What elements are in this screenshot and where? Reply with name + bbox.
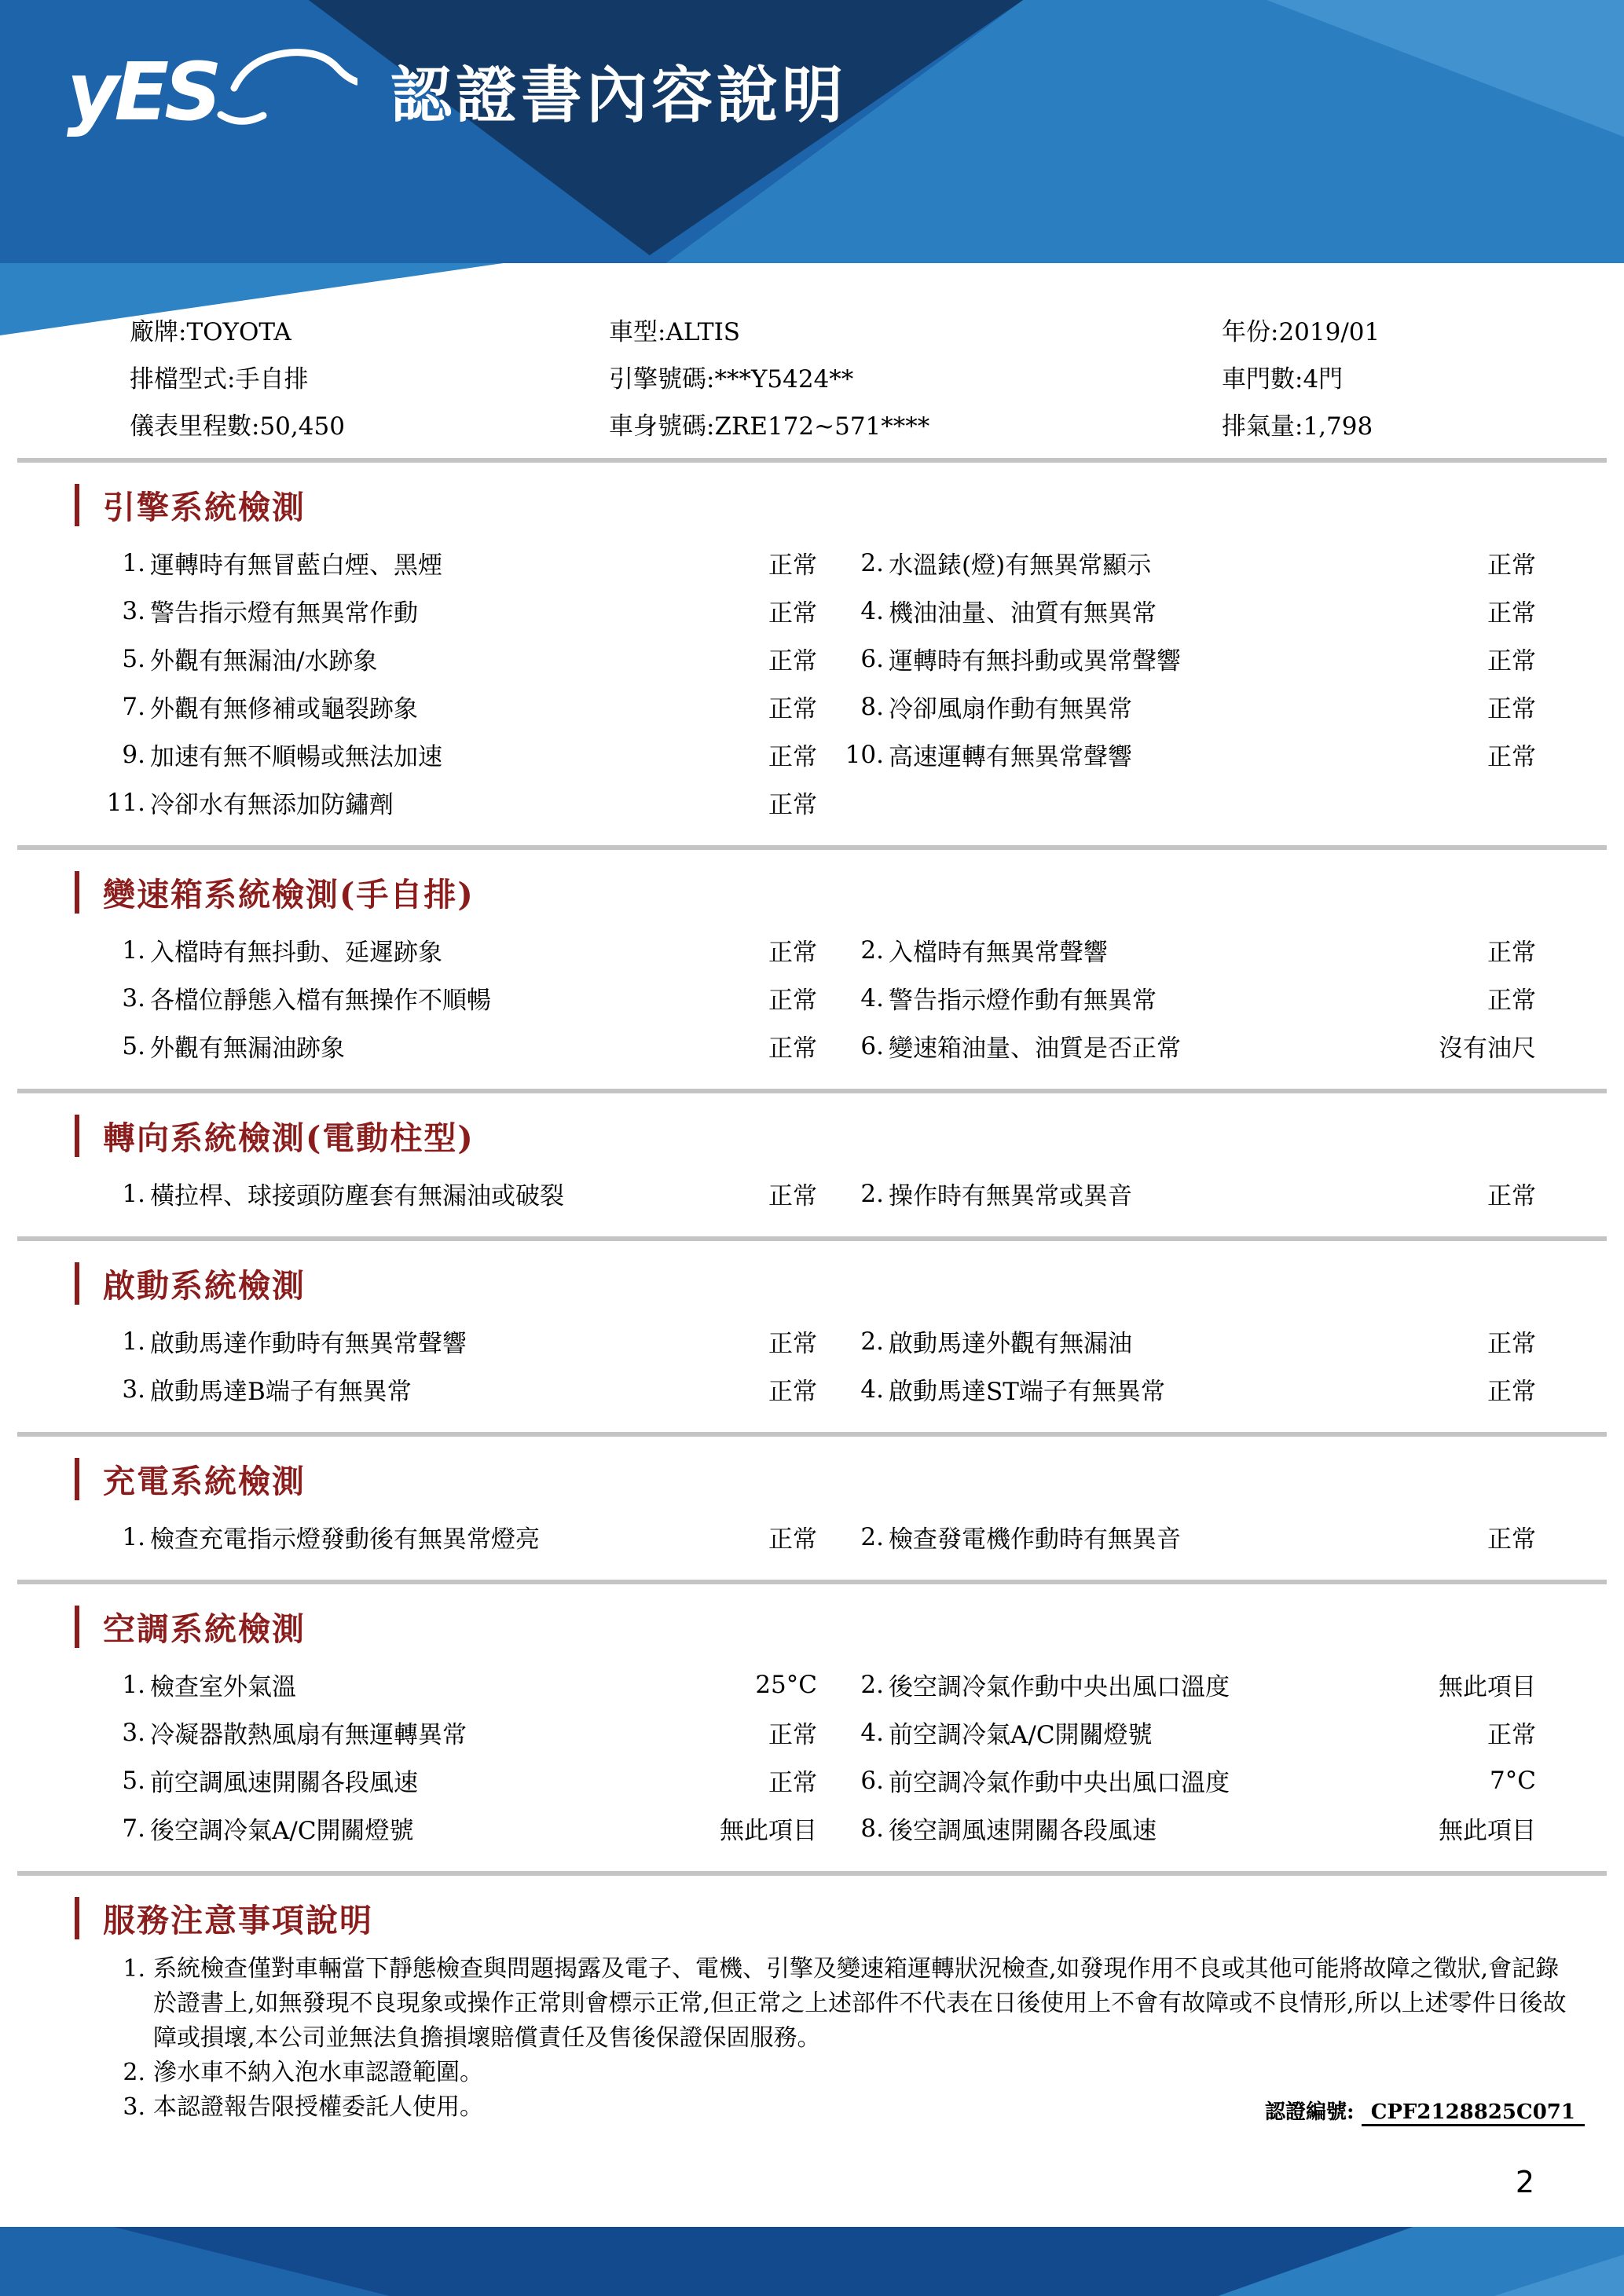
inspection-row [102,1022,1536,1070]
inspection-row [102,635,1536,683]
item-result: 正常 [1487,1721,1536,1749]
yes-logo-text: yES [67,46,218,139]
certificate-number-value: CPF2128825C071 [1362,2100,1585,2126]
inspection-section [0,482,1624,837]
item-result: 正常 [1487,695,1536,723]
vehicle-info-cell: 車身號碼:ZRE172~571**** [609,412,930,441]
item-result: 正常 [768,695,817,723]
item-result: 正常 [1487,1378,1536,1406]
item-result: 正常 [1487,939,1536,967]
section-rows [0,1661,1624,1863]
vehicle-info-cell: 引擎號碼:***Y5424** [609,365,854,394]
inspection-row [102,1708,1536,1756]
inspection-item [102,1371,668,1407]
item-text: 運轉時有無抖動或異常聲響 [889,647,1181,676]
item-text: 檢查室外氣溫 [150,1673,296,1701]
inspection-sections [0,482,1624,1876]
vehicle-info-cell: 廠牌:TOYOTA [130,318,291,346]
item-number: 7. [122,692,145,721]
item-result: 正常 [768,1182,817,1210]
header-content [67,31,847,149]
item-number: 4. [860,983,884,1013]
inspection-item [841,1371,1387,1407]
item-number: 3. [122,983,145,1013]
item-number: 2. [860,936,884,965]
item-text: 入檔時有無抖動、延遲跡象 [150,939,442,967]
inspection-item [102,689,668,724]
section-header [75,1456,1624,1502]
item-result: 正常 [768,1378,817,1406]
item-text: 操作時有無異常或異音 [889,1182,1132,1210]
item-result: 7°C [1490,1766,1536,1795]
inspection-row [102,1804,1536,1852]
section-header [75,1112,1624,1159]
section-title: 轉向系統檢測(電動柱型) [103,1119,475,1157]
item-number: 2. [860,1670,884,1699]
section-rows [0,1170,1624,1229]
item-number: 2. [860,1179,884,1208]
item-text: 冷凝器散熱風扇有無運轉異常 [150,1721,467,1749]
section-header [75,1260,1624,1306]
inspection-row [102,926,1536,974]
inspection-row [102,974,1536,1022]
vehicle-info-cell: 車型:ALTIS [609,318,741,346]
inspection-item [102,1176,668,1211]
inspection-item [841,593,1387,628]
vehicle-info-cell: 年份:2019/01 [1222,318,1380,346]
inspection-item [102,737,668,772]
item-result: 正常 [768,1330,817,1358]
inspection-item [841,932,1387,968]
vehicle-info-cell: 車門數:4門 [1222,365,1344,394]
inspection-row [102,1317,1536,1365]
item-result: 正常 [1487,987,1536,1015]
inspection-item [102,1519,668,1554]
note-item [0,2056,1624,2090]
inspection-section [0,1456,1624,1572]
item-number: 1. [122,548,145,577]
inspection-item [841,641,1387,676]
inspection-item [102,1324,668,1359]
car-swoosh-icon [221,115,263,121]
item-number: 3. [122,1375,145,1404]
vehicle-info-cell: 排檔型式:手自排 [130,365,309,394]
inspection-row [102,683,1536,731]
item-result: 正常 [1487,1182,1536,1210]
inspection-item [102,980,668,1016]
section-header [75,1603,1624,1650]
item-text: 警告指示燈有無異常作動 [150,599,418,628]
inspection-section [0,1260,1624,1424]
item-number: 5. [122,1031,145,1060]
section-title-bar [75,1115,79,1157]
page-title: 認證書內容說明 [390,60,848,131]
item-result: 正常 [768,791,817,819]
item-result: 正常 [768,939,817,967]
item-result: 25°C [755,1670,817,1699]
item-number: 10. [845,740,884,769]
item-result: 正常 [1487,1525,1536,1554]
item-result: 正常 [1487,647,1536,676]
item-text: 入檔時有無異常聲響 [889,939,1108,967]
inspection-item [102,545,668,580]
item-text: 後空調風速開關各段風速 [889,1817,1157,1845]
inspection-section [0,1603,1624,1863]
inspection-row [102,778,1536,826]
item-text: 前空調風速開關各段風速 [150,1769,418,1797]
service-notes-section [0,1895,1624,2125]
item-number: 4. [860,1718,884,1747]
item-text: 後空調冷氣A/C開關燈號 [150,1817,414,1845]
inspection-row [102,1756,1536,1804]
item-text: 運轉時有無冒藍白煙、黑煙 [150,551,442,580]
item-result: 正常 [768,1721,817,1749]
inspection-row [102,1661,1536,1708]
item-text: 啟動馬達B端子有無異常 [150,1378,412,1406]
section-divider [17,1089,1607,1093]
item-text: 冷卻水有無添加防鏽劑 [150,791,394,819]
item-number: 3. [122,1718,145,1747]
item-text: 後空調冷氣作動中央出風口溫度 [889,1673,1230,1701]
section-title-bar [75,484,79,526]
item-result: 無此項目 [720,1817,817,1845]
item-number: 9. [122,740,145,769]
header-banner [0,0,1624,263]
item-text: 外觀有無修補或龜裂跡象 [150,695,418,723]
item-text: 高速運轉有無異常聲響 [889,743,1132,771]
section-title: 啟動系統檢測 [103,1267,306,1305]
item-number: 11. [106,788,145,817]
item-result: 正常 [1487,743,1536,771]
inspection-item [841,689,1387,724]
item-result: 正常 [768,1769,817,1797]
inspection-item [102,932,668,968]
section-rows [0,926,1624,1081]
item-result: 沒有油尺 [1439,1034,1536,1063]
inspection-item [841,1176,1387,1211]
item-number: 7. [122,1814,145,1843]
item-result: 正常 [768,647,817,676]
item-result: 正常 [768,987,817,1015]
notes-section-header [75,1895,1624,1941]
section-divider [17,1432,1607,1437]
item-result: 正常 [768,599,817,628]
note-text: 本認證報告限授權委託人使用。 [153,2093,483,2121]
section-divider [17,458,1607,463]
section-header [75,482,1624,528]
note-item [0,1952,1624,2056]
inspection-item [841,1667,1387,1702]
section-title: 空調系統檢測 [103,1610,306,1648]
inspection-row [102,731,1536,778]
inspection-section [0,869,1624,1081]
item-result: 正常 [768,551,817,580]
certificate-number-label: 認證編號: [1265,2100,1355,2124]
inspection-item [102,641,668,676]
section-title: 變速箱系統檢測(手自排) [103,876,475,914]
yes-logo [67,31,357,149]
item-number: 2. [860,548,884,577]
item-number: 5. [122,644,145,673]
item-result: 正常 [768,743,817,771]
item-text: 各檔位靜態入檔有無操作不順暢 [150,987,491,1015]
note-number: 2. [123,2059,145,2086]
item-text: 機油油量、油質有無異常 [889,599,1157,628]
item-text: 檢查充電指示燈發動後有無異常燈亮 [150,1525,540,1554]
section-title: 充電系統檢測 [103,1463,306,1500]
section-divider [17,845,1607,850]
note-text: 系統檢查僅對車輛當下靜態檢查與問題揭露及電子、電機、引擎及變速箱運轉狀況檢查,如發現作用不良或其他可能將故障之徵狀,會記錄於證書上,如無發現不良現象或操作正常則會標示正常,但正常之上述部件不代表在日後使用上不會有故障或不良情形,所以上述零件日後故障或損壞,本公司並無法負擔損壞賠償責任及售後保證保固服務。 [153,1955,1567,2052]
section-title: 引擎系統檢測 [103,489,306,526]
vehicle-info-cell: 儀表里程數:50,450 [130,412,345,441]
item-number: 5. [122,1766,145,1795]
section-divider [17,1580,1607,1584]
item-number: 4. [860,1375,884,1404]
item-text: 加速有無不順暢或無法加速 [150,743,442,771]
item-number: 2. [860,1522,884,1551]
certificate-number-line [1265,2096,1585,2125]
inspection-item [841,1519,1387,1554]
inspection-row [102,587,1536,635]
vehicle-info-cell: 排氣量:1,798 [1222,412,1373,441]
notes-section-title: 服務注意事項說明 [103,1902,373,1939]
item-result: 無此項目 [1439,1817,1536,1845]
section-title-bar [75,1606,79,1648]
item-text: 啟動馬達作動時有無異常聲響 [150,1330,467,1358]
note-text: 滲水車不納入泡水車認證範圍。 [153,2059,483,2086]
item-number: 6. [860,1031,884,1060]
item-number: 8. [860,1814,884,1843]
item-text: 橫拉桿、球接頭防塵套有無漏油或破裂 [150,1182,564,1210]
item-number: 1. [122,1522,145,1551]
inspection-item [841,1811,1387,1846]
section-title-bar [75,1262,79,1305]
inspection-section [0,1112,1624,1229]
item-number: 1. [122,1670,145,1699]
item-text: 變速箱油量、油質是否正常 [889,1034,1181,1063]
item-number: 3. [122,596,145,625]
section-divider [17,1871,1607,1876]
inspection-item [102,593,668,628]
item-text: 水溫錶(燈)有無異常顯示 [889,551,1152,580]
item-text: 冷卻風扇作動有無異常 [889,695,1132,723]
item-text: 啟動馬達外觀有無漏油 [889,1330,1132,1358]
item-result: 正常 [1487,551,1536,580]
inspection-item [102,1811,668,1846]
item-number: 1. [122,1327,145,1356]
document-body [0,263,1624,2125]
inspection-item [841,980,1387,1016]
section-rows [0,1317,1624,1424]
section-rows [0,1513,1624,1572]
section-rows [0,539,1624,837]
item-text: 外觀有無漏油跡象 [150,1034,345,1063]
section-header [75,869,1624,915]
item-result: 正常 [1487,599,1536,628]
page-number: 2 [1515,2165,1534,2199]
inspection-item [841,1324,1387,1359]
item-result: 正常 [768,1525,817,1554]
item-number: 8. [860,692,884,721]
inspection-item [841,545,1387,580]
item-number: 4. [860,596,884,625]
inspection-item [102,1763,668,1798]
inspection-item [102,1667,668,1702]
item-number: 2. [860,1327,884,1356]
section-title-bar [75,1897,79,1939]
item-number: 1. [122,1179,145,1208]
section-divider [17,1236,1607,1241]
item-text: 前空調冷氣作動中央出風口溫度 [889,1769,1230,1797]
item-text: 前空調冷氣A/C開關燈號 [889,1721,1153,1749]
inspection-row [102,1513,1536,1561]
inspection-row [102,1170,1536,1218]
note-number: 3. [123,2093,145,2121]
inspection-item [841,1028,1387,1064]
footer-banner [0,2227,1624,2296]
item-result: 正常 [768,1034,817,1063]
inspection-item [102,1715,668,1750]
item-result: 無此項目 [1439,1673,1536,1701]
car-outline-icon [234,53,357,88]
section-title-bar [75,871,79,914]
vehicle-info-table [0,309,1624,450]
inspection-row [102,539,1536,587]
item-result: 正常 [1487,1330,1536,1358]
item-number: 6. [860,644,884,673]
inspection-item [102,785,668,820]
item-text: 警告指示燈作動有無異常 [889,987,1157,1015]
item-text: 外觀有無漏油/水跡象 [150,647,378,676]
item-text: 檢查發電機作動時有無異音 [889,1525,1181,1554]
inspection-item [102,1028,668,1064]
item-number: 1. [122,936,145,965]
item-number: 6. [860,1766,884,1795]
inspection-item [841,737,1387,772]
inspection-item [841,1763,1387,1798]
inspection-row [102,1365,1536,1413]
section-title-bar [75,1458,79,1500]
item-text: 啟動馬達ST端子有無異常 [889,1378,1165,1406]
note-number: 1. [123,1955,145,1983]
inspection-item [841,1715,1387,1750]
